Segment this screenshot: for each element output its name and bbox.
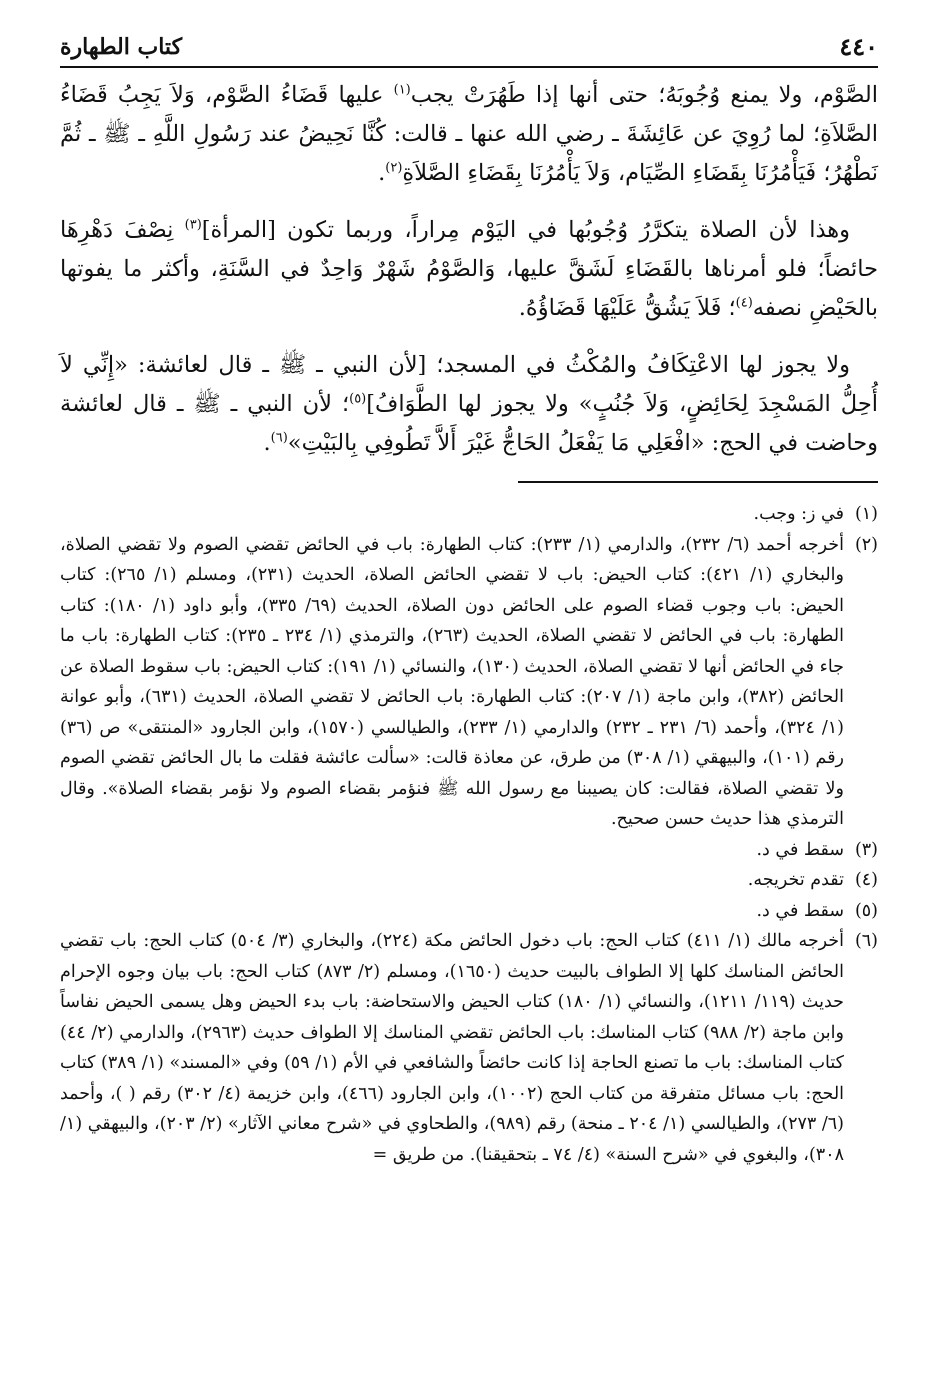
paragraph-text: ؛ فَلاَ يَشُقُّ عَلَيْهَا قَضَاؤُهُ. <box>518 295 736 321</box>
footnote-number: (٥) <box>854 900 878 921</box>
paragraph-text: ؛ لأن النبي ـ ﷺ ـ قال لعائشة وحاضت في الحج: «افْعَلِي مَا يَفْعَلُ الحَاجُّ غَيْرَ أَلاَّ تَطُوفِي بِالبَيْتِ» <box>60 391 878 456</box>
footnote-marker: (٣) <box>184 217 202 233</box>
footnote-1 <box>60 499 878 530</box>
footnote-marker: (٥) <box>349 391 367 407</box>
footnote-marker: (٤) <box>735 295 753 311</box>
footnote-6 <box>60 926 878 1170</box>
footnote-2 <box>60 530 878 835</box>
main-text <box>60 76 878 463</box>
footnote-divider <box>518 481 878 483</box>
footnote-number: (٢) <box>854 534 878 555</box>
footnote-number: (٤) <box>854 870 878 890</box>
footnote-4 <box>60 865 878 896</box>
footnote-number: (٣) <box>854 839 878 860</box>
paragraph-text: الصَّوْم، ولا يمنع وُجُوبَهُ؛ حتى أنها إذا طَهُرَتْ يجب <box>410 82 878 108</box>
chapter-title: كتاب الطهارة <box>60 34 183 60</box>
footnote-text: تقدم تخريجه. <box>747 870 844 890</box>
footnote-3 <box>60 835 878 866</box>
footnote-number: (٦) <box>854 931 878 951</box>
paragraph-text: . <box>263 430 271 456</box>
footnote-text: سقط في د. <box>756 839 844 860</box>
footnote-number: (١) <box>854 504 878 524</box>
footnote-text: سقط في د. <box>756 900 844 921</box>
book-page <box>60 28 878 1170</box>
footnote-5 <box>60 896 878 927</box>
page-number: ٤٤٠ <box>839 32 878 61</box>
paragraph-3 <box>60 346 878 463</box>
page-header <box>60 28 878 68</box>
footnote-text: في ز: وجب. <box>753 504 844 524</box>
paragraph-1 <box>60 76 878 193</box>
footnote-marker: (٦) <box>270 430 288 446</box>
footnote-text: أخرجه أحمد (٦/ ٢٣٢)، والدارمي (١/ ٢٣٣): كتاب الطهارة: باب في الحائض تقضي الصوم ولا تقضي الصلاة، والبخاري (١/ ٤٢١): كتاب الحيض: باب لا تقضي الحائض الصلاة، الحديث (٢٣١)، ومسلم (١/ ٢٦٥): كتاب الحيض: باب وجوب قضاء الصوم على الحائض دون الصلاة، الحديث (٦٩/ ٣٣٥)، وأبو داود (١/ ١٨٠): كتاب الطهارة: باب في الحائض لا تقضي الصلاة، الحديث (٢٦٣)، والترمذي (١/ ٢٣٤ ـ ٢٣٥): كتاب الطهارة: باب ما جاء في الحائض أنها لا تقضي الصلاة، الحديث (١٣٠)، والنسائي (١/ ١٩١): كتاب الحيض: باب سقوط الصلاة عن الحائض (٣٨٢)، وابن ماجة (١/ ٢٠٧): كتاب الطهارة: باب الحائض لا تقضي الصلاة، الحديث (٦٣١)، وأبو عوانة (١/ ٣٢٤)، وأحمد (٦/ ٢٣١ ـ ٢٣٢) والدارمي (١/ ٢٣٣)، والطيالسي (١٥٧٠)، وابن الجارود «المنتقى» ص (٣٦) رقم (١٠١)، والبيهقي (١/ ٣٠٨) من طرق، عن معاذة قالت: «سألت عائشة فقلت ما بال الحائض تقضي الصوم ولا تقضي الصلاة، فقالت: كان يصيبنا مع رسول الله ﷺ فنؤمر بقضاء الصوم ولا نؤمر بقضاء الصلاة». وقال الترمذي هذا حديث حسن صحيح. <box>60 534 845 829</box>
paragraph-text: . <box>378 160 386 186</box>
footnote-marker: (٢) <box>385 160 403 176</box>
footnotes-section <box>60 499 878 1170</box>
footnote-text: أخرجه مالك (١/ ٤١١) كتاب الحج: باب دخول الحائض مكة (٢٢٤)، والبخاري (٣/ ٥٠٤) كتاب الحج: باب تقضي الحائض المناسك كلها إلا الطواف بالبيت حديث (١٦٥٠)، ومسلم (٢/ ٨٧٣) كتاب الحج: باب بيان وجوه الإحرام حديث (١١٩/ ١٢١١)، والنسائي (١/ ١٨٠) كتاب الحيض والاستحاضة: باب بدء الحيض وهل يسمى الحيض نفاساً وابن ماجة (٢/ ٩٨٨) كتاب المناسك: باب الحائض تقضي المناسك إلا الطواف حديث (٢٩٦٣)، والدارمي (٢/ ٤٤) كتاب المناسك: باب ما تصنع الحاجة إذا كانت حائضاً والشافعي في الأم (١/ ٥٩) وفي «المسند» (١/ ٣٨٩) كتاب الحج: باب مسائل متفرقة من كتاب الحج (١٠٠٢)، وابن الجارود (٤٦٦)، وابن خزيمة (٤/ ٣٠٢) رقم ( )، وأحمد (٦/ ٢٧٣)، والطيالسي (١/ ٢٠٤ ـ منحة) رقم (٩٨٩)، والطحاوي في «شرح معاني الآثار» (٢/ ٢٠٣)، والبيهقي (١/ ٣٠٨)، والبغوي في «شرح السنة» (٤/ ٧٤ ـ بتحقيقنا). من طريق = <box>60 931 845 1165</box>
paragraph-text: نِصْفَ دَهْرِهَا حائضاً؛ فلو أمرناها بالقَضَاءِ لَشَقَّ عليها، وَالصَّوْمُ شَهْرٌ وَاحِدٌ في السَّنَةِ، وأكثر ما يفوتها بالحَيْضِ نصفه <box>60 217 878 321</box>
paragraph-text: عليها قَضَاءُ الصَّوْم، وَلاَ يَجِبُ قَضَاءُ الصَّلاَةِ؛ لما رُوِيَ عن عَائِشَةَ ـ رضي الله عنها ـ قالت: كُنَّا نَحِيضُ عند رَسُولِ اللَّهِ ـ ﷺ ـ ثُمَّ نَطْهُرُ؛ فَيَأْمُرُنَا بِقَضَاءِ الصِّيَام، وَلاَ يَأْمُرُنَا بِقَضَاءِ الصَّلاَةِ <box>60 82 878 186</box>
paragraph-2 <box>60 211 878 328</box>
footnote-marker: (١) <box>393 82 411 98</box>
paragraph-text: وهذا لأن الصلاة يتكرَّرُ وُجُوبُها في اليَوْم مِراراً، وربما تكون [المرأة] <box>201 217 850 243</box>
paragraph-text: ولا يجوز لها الاعْتِكَافُ والمُكْثُ في المسجد؛ [لأن النبي ـ ﷺ ـ قال لعائشة: «إِنِّي لاَ أُحِلُّ المَسْجِدَ لِحَائِضٍ، وَلاَ جُنُبٍ» ولا يجوز لها الطَّوَافُ] <box>60 352 878 417</box>
